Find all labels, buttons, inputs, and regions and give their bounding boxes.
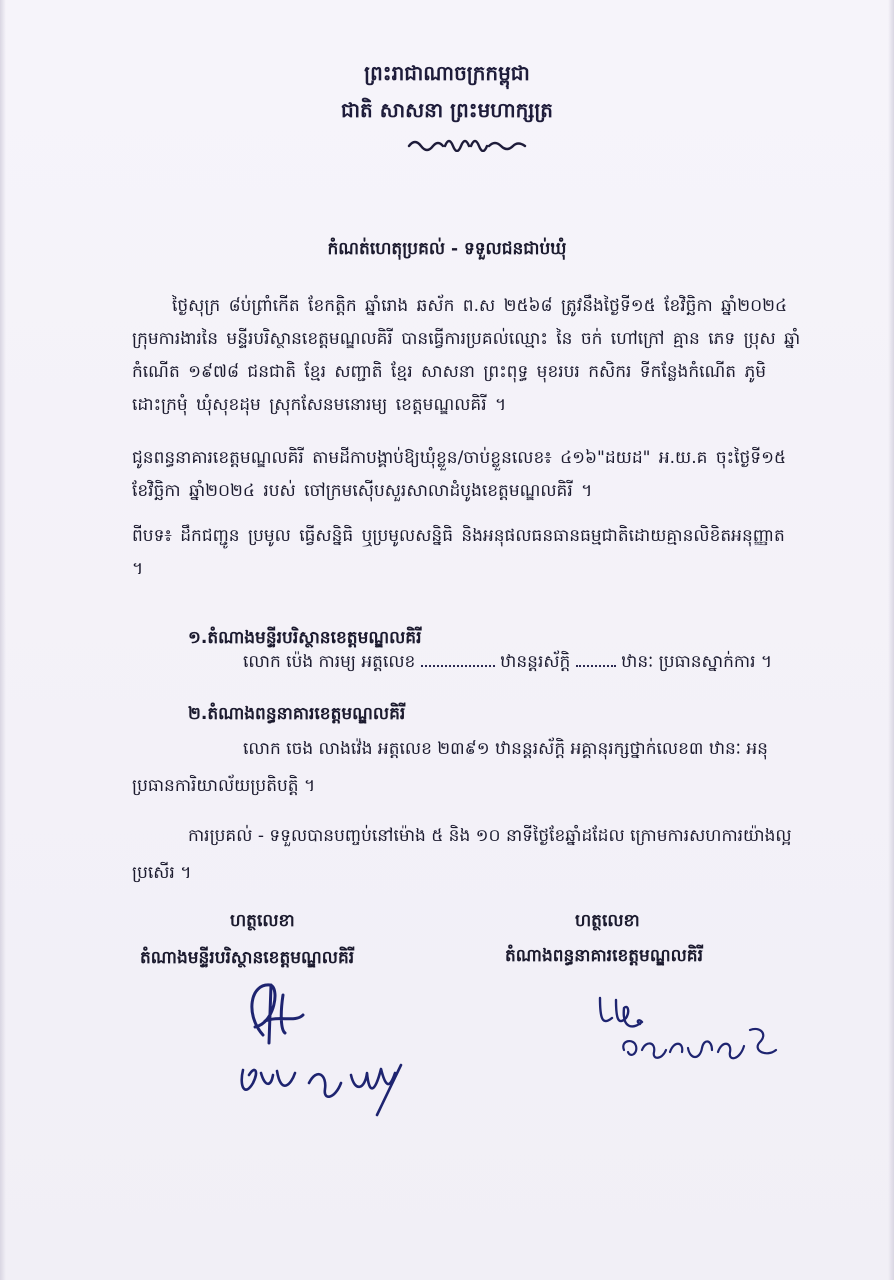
section1-heading: ១.តំណាងមន្ទីរបរិស្ថានខេត្តមណ្ឌលគិរី — [188, 628, 422, 648]
section1-officer-line — [243, 651, 772, 676]
paragraph-charge — [132, 520, 832, 586]
closing-line: ការប្រគល់ - ទទួលបានបញ្ចប់នៅម៉ោង ៥ និង ១០ នាទីថ្ងៃខែឆ្នាំដដែល ក្រោមការសហការយ៉ាងល្អ — [188, 826, 792, 846]
section1-rank-label: ឋានន្តរស័ក្តិ — [500, 652, 571, 672]
page-right-shadow — [888, 0, 894, 1280]
left-signature-role: តំណាងមន្ទីរបរិស្ថានខេត្តមណ្ឌលគិរី — [140, 948, 355, 968]
id-number-blank — [421, 665, 495, 667]
paragraph-line: ជូនពន្ធនាគារខេត្តមណ្ឌលគិរី តាមដីកាបង្គាប់ឱ្យឃុំខ្លួន/ចាប់ខ្លួនលេខ៖ ៤១៦"ដយដ" អ.យ.គ ចុះថ្ងៃទី១៥ — [132, 448, 786, 468]
right-signature-caption: ហត្ថលេខា — [575, 911, 640, 931]
paragraph-line: កំណើត ១៩៧៨ ជនជាតិ ខ្មែរ សញ្ជាតិ ខ្មែរ សាសនា ព្រះពុទ្ធ មុខរបរ កសិករ ទីកន្លែងកំណើត ភូមិ — [132, 362, 767, 382]
paragraph-warrant — [132, 442, 832, 508]
national-motto: ជាតិ សាសនា ព្រះមហាក្សត្រ — [341, 98, 553, 122]
paragraph-line: ។ — [132, 559, 144, 579]
kingdom-title: ព្រះរាជាណាចក្រកម្ពុជា — [364, 61, 530, 85]
paragraph-line: ដោះក្រមុំ ឃុំសុខដុម ស្រុកសែនមនោរម្យ ខេត្តមណ្ឌលគិរី ។ — [132, 395, 507, 415]
paragraph-line: ថ្ងៃសុក្រ ៨ប់ព្រាំកើត ខែកត្តិក ឆ្នាំរោង ឆស័ក ព.ស ២៥៦៨ ត្រូវនឹងថ្ងៃទី១៥ ខែវិច្ឆិកា ឆ្នាំ២០២៤ — [172, 296, 788, 316]
motto-ornament-icon — [405, 134, 530, 152]
left-signature-icon — [225, 975, 425, 1125]
document-title: កំណត់ហេតុប្រគល់ - ទទួលជនជាប់ឃុំ — [327, 239, 567, 259]
paragraph-line: ក្រុមការងារនៃ មន្ទីរបរិស្ថានខេត្តមណ្ឌលគិរី បានធ្វើការប្រគល់ឈ្មោះ នៃ ចក់ ហៅក្រៅ គ្មាន ភេទ ប្រុស ឆ្នាំ — [132, 329, 801, 349]
section2-heading: ២.តំណាងពន្ធនាគារខេត្តមណ្ឌលគិរី — [188, 704, 406, 724]
section1-prefix: លោក ប៉េង ការម្យ អត្តលេខ — [243, 652, 416, 672]
paragraph-line: ខែវិច្ឆិកា ឆ្នាំ២០២៤ របស់ ចៅក្រមស៊ើបសួរសាលាដំបូងខេត្តមណ្ឌលគិរី ។ — [132, 481, 593, 501]
page-left-shadow — [0, 0, 6, 1280]
rank-blank — [576, 665, 616, 667]
section2-officer-line: លោក ចេង លាងវ៉េង អត្តលេខ ២៣៩១ ឋានន្តរស័ក្តិ អគ្គានុរក្សថ្នាក់លេខ៣ ឋានៈ អនុ — [243, 739, 768, 759]
closing-line-2: ប្រសើរ ។ — [132, 863, 192, 883]
section1-suffix: ឋានៈ ប្រធានស្នាក់ការ ។ — [621, 652, 773, 672]
paragraph-transfer-details — [132, 290, 832, 422]
left-signature-caption: ហត្ថលេខា — [230, 911, 295, 931]
section2-officer-line-2: ប្រធានការិយាល័យប្រតិបត្តិ ។ — [132, 776, 316, 796]
right-signature-role: តំណាងពន្ធនាគារខេត្តមណ្ឌលគិរី — [505, 946, 703, 966]
paragraph-line: ពីបទ៖ ដឹកជញ្ជូន ប្រមូល ធ្វើសន្និធិ ឬប្រមូលសន្និធិ និងអនុផលធនធានធម្មជាតិដោយគ្មានលិខិតអនុញ្ញាត — [132, 526, 785, 546]
right-signature-icon — [590, 978, 790, 1078]
